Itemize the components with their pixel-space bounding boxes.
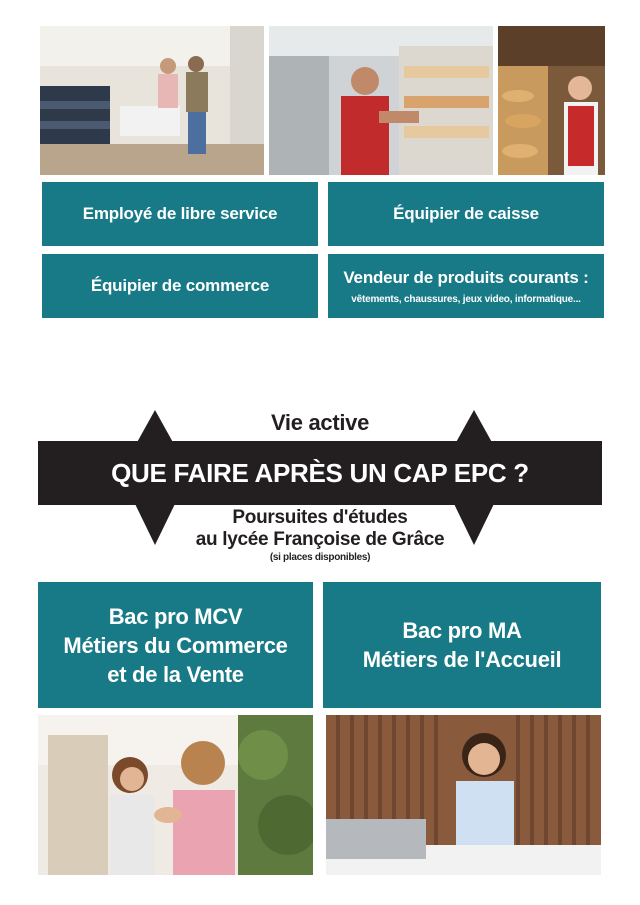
poursuites-line2: au lycée Françoise de Grâce (195, 529, 445, 550)
poursuites-block (0, 507, 640, 565)
bac-ma-line2: Métiers de l'Accueil (362, 647, 562, 672)
bac-pro-ma-box (323, 582, 601, 708)
photo-handshake (38, 715, 313, 875)
poursuites-line1: Poursuites d'études (232, 507, 408, 528)
availability-note: (si places disponibles) (269, 552, 371, 563)
job-title: Équipier de caisse (393, 204, 539, 223)
job-title: Équipier de commerce (90, 276, 270, 295)
bac-ma-line1: Bac pro MA (402, 618, 522, 643)
bac-mcv-line3: et de la Vente (107, 661, 244, 687)
vie-active-label: Vie active (270, 410, 370, 435)
job-title: Vendeur de produits courants : (343, 267, 589, 287)
banner-title: QUE FAIRE APRÈS UN CAP EPC ? (111, 457, 529, 488)
bac-pro-mcv-box (38, 582, 313, 708)
bac-mcv-line2: Métiers du Commerce (63, 632, 288, 658)
job-subtitle: vêtements, chaussures, jeux video, informatique... (351, 293, 581, 305)
main-banner (38, 441, 602, 505)
bac-mcv-line1: Bac pro MCV (108, 603, 243, 629)
photo-reception (326, 715, 601, 875)
job-title: Employé de libre service (82, 204, 278, 223)
